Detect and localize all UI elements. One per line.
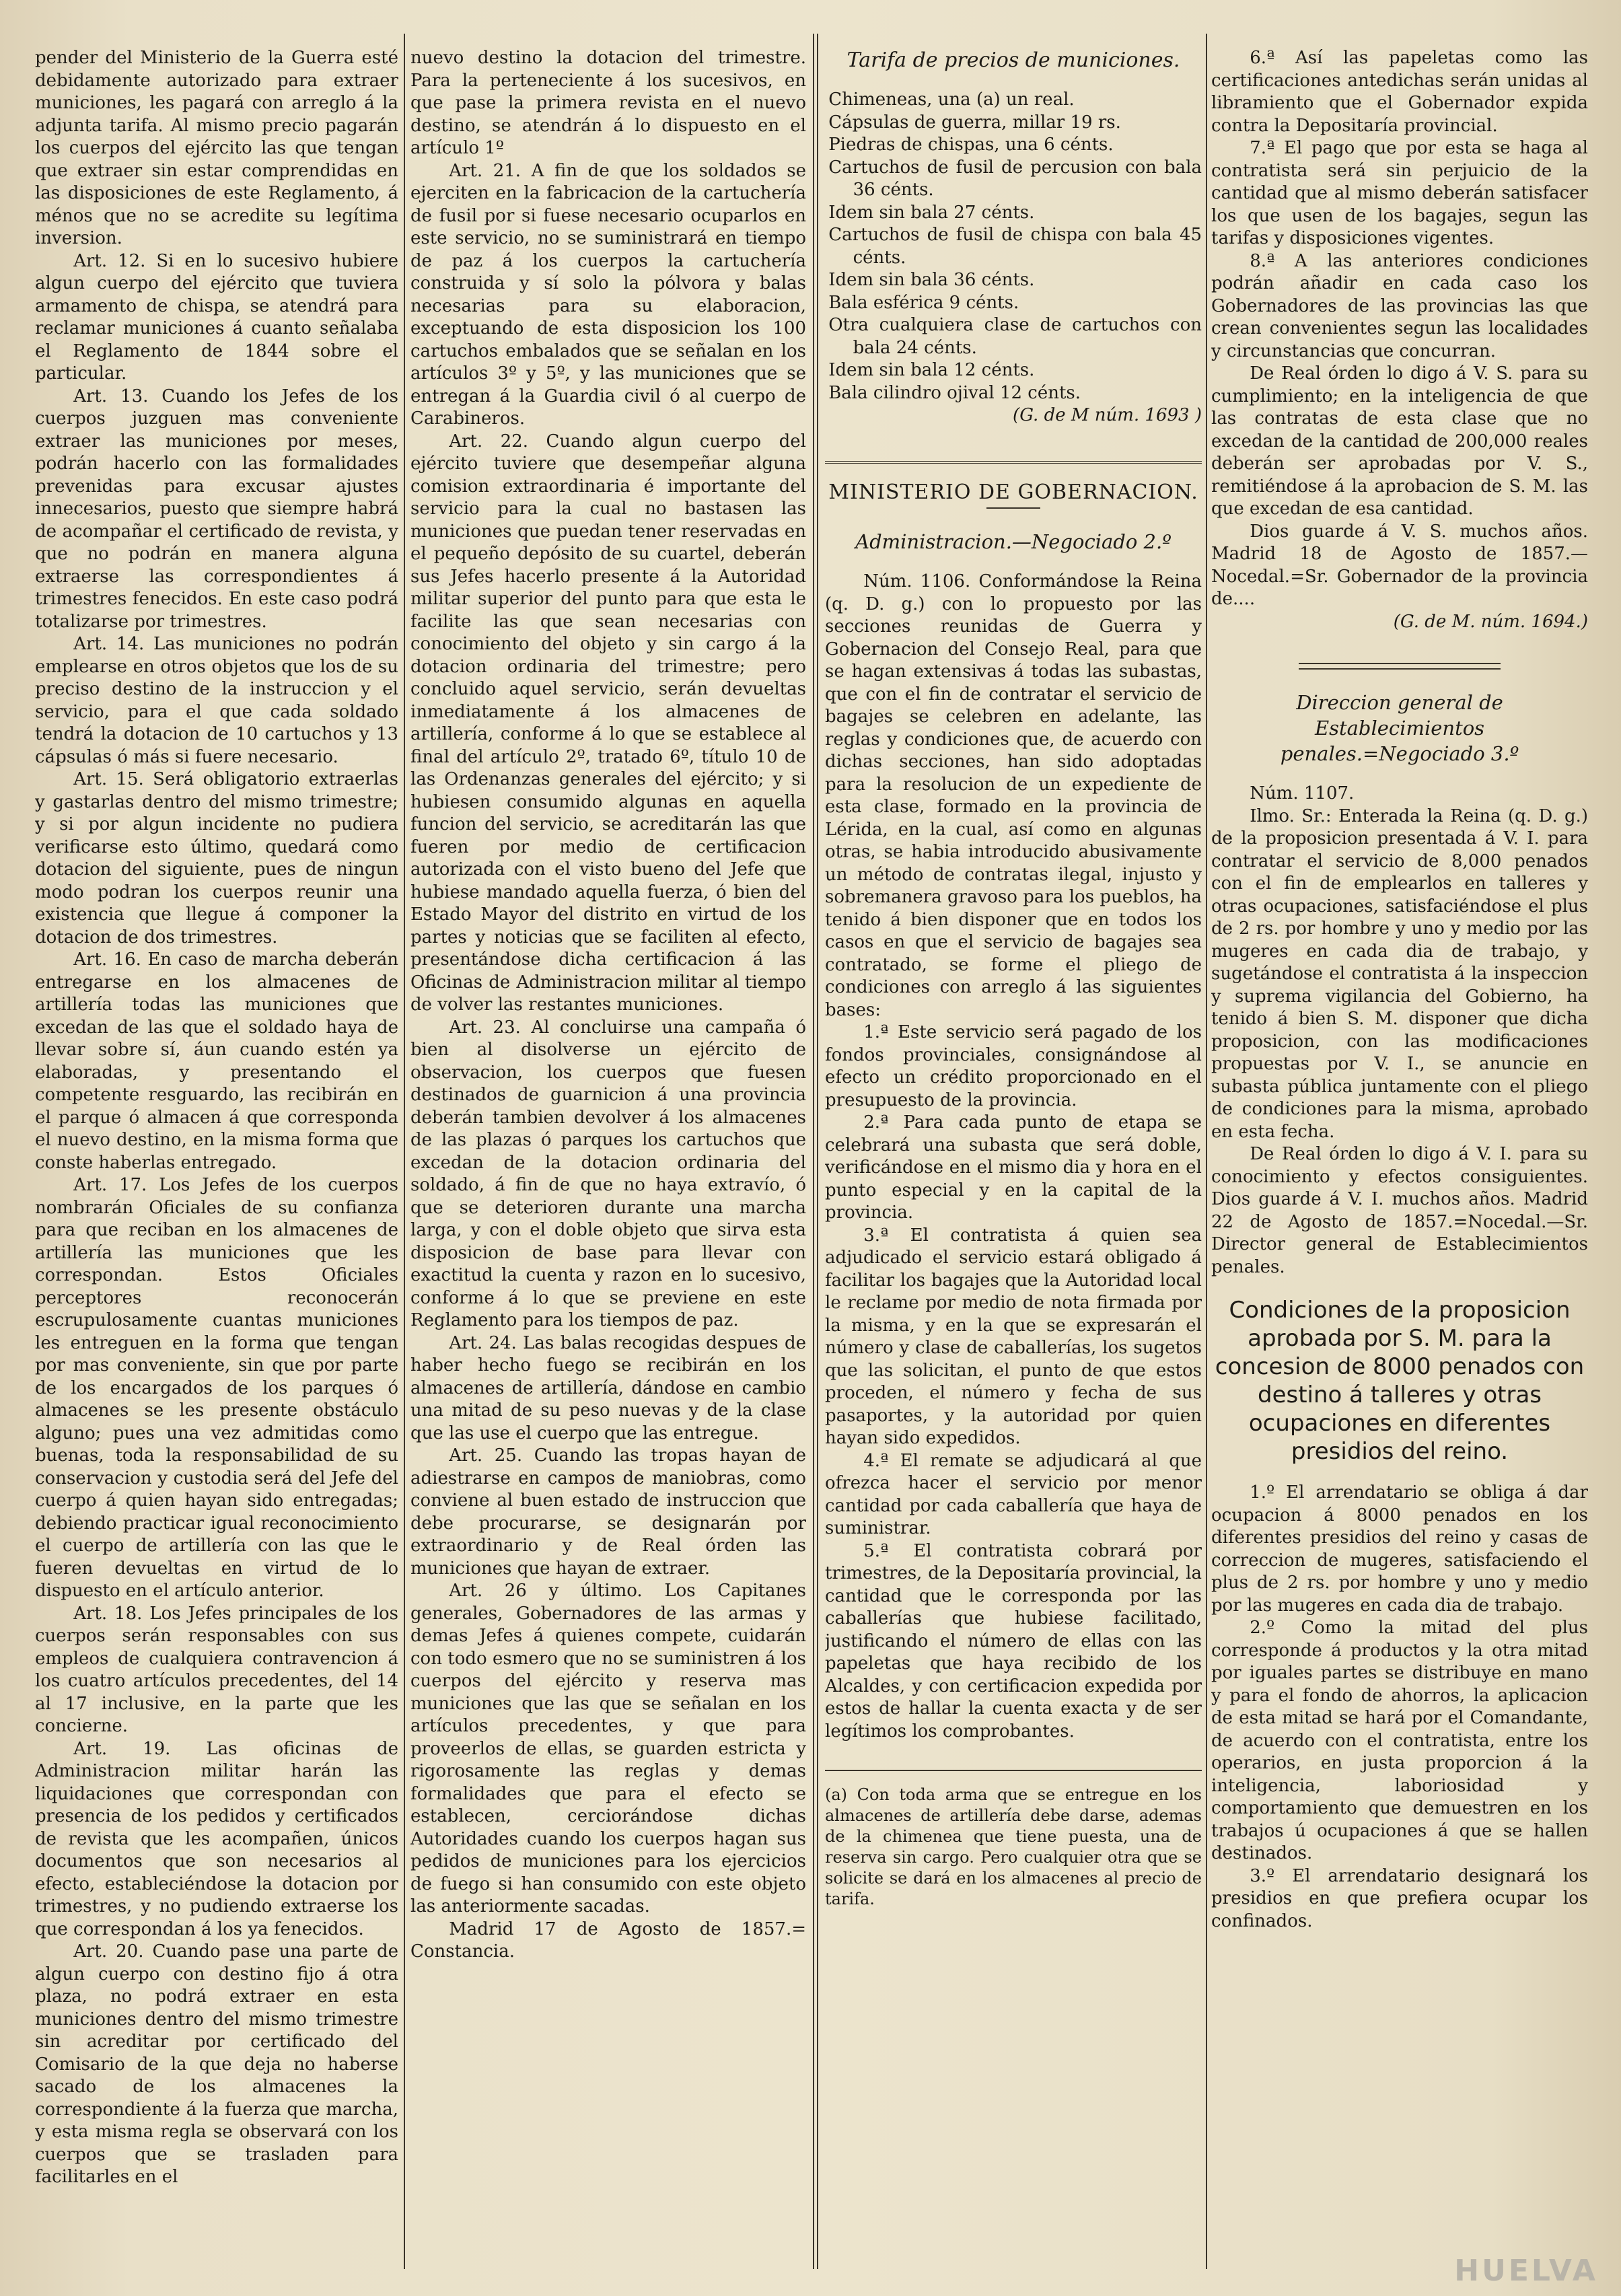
tarifa-item: Bala cilindro ojival 12 cénts. [828, 382, 1081, 403]
tarifa-item: Cartuchos de fusil de percusion con bala 36 cénts. [828, 157, 1202, 200]
paragraph: 1.º El arrendatario se obliga á dar ocupacion á 8000 penados en los diferentes presidios del reino y casas de correccion de mugeres, satisfaciendo el plus de 2 rs. por hombre y uno y medio por las mugeres en cada dia de trabajo. [1211, 1482, 1588, 1616]
signature: Madrid 17 de Agosto de 1857.= Constancia. [410, 1918, 806, 1962]
divider [986, 507, 1040, 509]
paragraph: 2.ª Para cada punto de etapa se celebrará una subasta que será doble, verificándose en el mismo dia y hora en el punto especial y en la capital de la provincia. [825, 1112, 1202, 1223]
paragraph: Núm. 1107. [1250, 783, 1355, 803]
tarifa-item: Idem sin bala 27 cénts. [828, 202, 1035, 223]
paragraph: 1.ª Este servicio será pagado de los fondos provinciales, consignándose al efecto un crédito proporcionado en el presupuesto de la provincia. [825, 1022, 1202, 1110]
tarifa-title: Tarifa de precios de municiones. [846, 48, 1180, 72]
column-rule [404, 34, 405, 2269]
column-2 [410, 47, 806, 2256]
paragraph: Art. 25. Cuando las tropas hayan de adiestrarse en campos de maniobras, como conviene al buen estado de instruccion que debe procurarse, se designarán por extraordinario y de Real órden las municiones que hayan de extraer. [410, 1445, 806, 1579]
paragraph: 3.ª El contratista á quien sea adjudicado el servicio estará obligado á facilitar los bagajes que la Autoridad local le reclame por medio de nota firmada por la misma, y en la que se expresarán el número y clase de caballerías, los sugetos que las solicitan, el punto de que estos proceden, el número y fecha de sus pasaportes, y la autoridad por quien hayan sido expedidos. [825, 1225, 1202, 1448]
tarifa-reference: (G. de M núm. 1693 ) [1013, 405, 1202, 425]
paragraph: Dios guarde á V. S. muchos años. Madrid 18 de Agosto de 1857.— Nocedal.=Sr. Gobernador de la provincia de.... [1211, 521, 1588, 609]
tarifa-item: Cápsulas de guerra, millar 19 rs. [828, 112, 1121, 133]
paragraph: Art. 23. Al concluirse una campaña ó bien al disolverse un ejército de observacion, los cuerpos que fuesen destinados de guarnicion á una provincia deberán tambien devolver á los almacenes de las plazas ó parques los cartuchos que excedan de la dotacion ordinaria del soldado, á fin de que no haya extravío, ó que se deterioren durante una marcha larga, y con el doble objeto que sirva esta disposicion de base para llevar con exactitud la cuenta y razon en lo sucesivo, conforme á lo que se previene en este Reglamento para los tiempos de paz. [410, 1017, 806, 1330]
paragraph: Art. 16. En caso de marcha deberán entregarse en los almacenes de artillería todas las municiones que excedan de las que el soldado haya de llevar sobre sí, áun cuando estén ya elaboradas, y presentando el competente resguardo, las recibirán en el parque ó almacen á que corresponda el nuevo destino, en la misma forma que conste haberlas entregado. [35, 949, 398, 1173]
tarifa-item: Idem sin bala 36 cénts. [828, 270, 1035, 290]
tarifa-item: Cartuchos de fusil de chispa con bala 45 cénts. [828, 225, 1202, 268]
paragraph: 7.ª El pago que por esta se haga al contratista será sin perjuicio de la cantidad que al mismo deberán satisfacer los que usen de los bagajes, segun las tarifas y disposiciones vigentes. [1211, 138, 1588, 248]
paragraph: Art. 19. Las oficinas de Administracion militar harán las liquidaciones que correspondan con presencia de los pedidos y certificados de revista que les acompañen, únicos documentos que son necesarios al efecto, estableciéndose la dotacion por trimestres, y no pudiendo extraerse los que correspondan á los ya fenecidos. [35, 1738, 398, 1939]
paragraph: Art. 24. Las balas recogidas despues de haber hecho fuego se recibirán en los almacenes de artillería, dándose en cambio una mitad de su peso nuevas y de la clase que las use el cuerpo que las entregue. [410, 1332, 806, 1443]
paragraph: 5.ª El contratista cobrará por trimestres, de la Depositaría provincial, la cantidad que le corresponda por las caballerías que hubiese facilitado, justificando el número de ellas con las papeletas que haya recibido de los Alcaldes, y con certificacion expedida por estos de hallar la cuenta exacta y de ser legítimos los comprobantes. [825, 1540, 1202, 1742]
divider [1299, 663, 1501, 670]
paragraph: Art. 20. Cuando pase una parte de algun cuerpo con destino fijo á otra plaza, no podrá extraer en esta municiones dentro del mismo trimestre sin acreditar por certificado del Comisario de la que deja no haberse sacado de los almacenes la correspondiente á la fuerza que marcha, y esta misma regla se observará con los cuerpos que se trasladen para facilitarles en el [35, 1941, 398, 2187]
section-title: Direccion general de Establecimientos penales.=Negociado 3.º [1280, 691, 1519, 765]
column-4 [1211, 47, 1588, 2256]
paragraph: Art. 12. Si en lo sucesivo hubiere algun cuerpo del ejército que tuviera armamento de chispa, se atendrá para reclamar municiones á cuanto señalaba el Reglamento de 1844 sobre el particular. [35, 250, 398, 384]
paragraph: Art. 22. Cuando algun cuerpo del ejército tuviere que desempeñar alguna comision extraordinaria é importante del servicio para la cual no bastasen las municiones que puedan tener reservadas en el pequeño depósito de su cuartel, deberán sus Jefes hacerlo presente á la Autoridad militar superior del punto para que esta le facilite las que sean necesarias con conocimiento del objeto y sin cargo á la dotacion ordinaria del trimestre; pero concluido aquel servicio, serán devueltas inmediatamente á los almacenes de artillería, conforme á lo que se establece al final del artículo 2º, tratado 6º, título 10 de las Ordenanzas generales del ejército; y si hubiesen consumido algunas en aquella funcion del servicio, se acreditarán las que fueren por medio de certificacion autorizada con el visto bueno del Jefe que hubiese mandado aquella fuerza, ó bien del Estado Mayor del distrito en virtud de los partes y noticias que se faciliten al efecto, presentándose dicha certificacion á las Oficinas de Administracion militar al tiempo de volver las restantes municiones. [410, 431, 806, 1015]
paragraph: Núm. 1106. Conformándose la Reina (q. D. g.) con lo propuesto por las secciones reunidas de Guerra y Gobernacion del Consejo Real, para que se hagan extensivas á todas las subastas, que con el fin de contratar el servicio de bagajes se celebren en adelante, las reglas y condiciones que, de acuerdo con dichas secciones, han sido adoptadas para la resolucion de un expediente de esta clase, formado en la provincia de Lérida, en la cual, así como en algunas otras, se habia introducido abusivamente un método de contratas ilegal, injusto y sobremanera gravoso para los pueblos, ha tenido á bien disponer que en todos los casos en que el servicio de bagajes sea contratado, se forme el pliego de condiciones con arreglo á las siguientes bases: [825, 571, 1202, 1020]
column-rule-double [813, 34, 814, 2269]
ministry-title: MINISTERIO DE GOBERNACION. [825, 461, 1202, 504]
paragraph: Art. 14. Las municiones no podrán emplearse en otros objetos que los de su preciso destino de la instruccion y el servicio, para el que cada soldado tendrá la dotacion de 10 cartuchos y 13 cápsulas ó más si fuere necesario. [35, 634, 398, 767]
tarifa-item: Chimeneas, una (a) un real. [828, 89, 1075, 110]
paragraph: Art. 13. Cuando los Jefes de los cuerpos juzguen mas conveniente extraer las municiones por meses, podrán hacerlo con las formalidades prevenidas para excusar ajustes innecesarios, puesto que siempre habrá de acompañar el certificado de revista, y que no podrán en manera alguna extraerse las correspondientes á trimestres fenecidos. En este caso podrá totalizarse por trimestres. [35, 386, 398, 632]
conditions-heading: Condiciones de la proposicion aprobada por S. M. para la concesion de 8000 penados con destino á talleres y otras ocupaciones en diferentes presidios del reino. [1215, 1297, 1585, 1465]
column-1 [35, 47, 398, 2256]
column-rule [1206, 34, 1207, 2269]
paragraph: Art. 15. Será obligatorio extraerlas y gastarlas dentro del mismo trimestre; y si por algun incidente no pudiera verificarse esto último, quedará como dotacion del siguiente, pues de ningun modo podran los cuerpos reunir una existencia que llegue á componer la dotacion de dos trimestres. [35, 769, 398, 947]
paragraph: Art. 17. Los Jefes de los cuerpos nombrarán Oficiales de su confianza para que reciban en los almacenes de artillería las municiones que les correspondan. Estos Oficiales perceptores reconocerán escrupulosamente cuantas municiones les entreguen en la forma que tengan por mas conveniente, sin que por parte de los encargados de los parques ó almacenes se les presente obstáculo alguno; pues una vez admitidas como buenas, toda la responsabilidad de su conservacion y custodia será del Jefe del cuerpo á quien hayan sido entregadas; debiendo practicar igual reconocimiento el cuerpo de artillería con las que le fueren devueltas en virtud de lo dispuesto en el artículo anterior. [35, 1175, 398, 1601]
column-3 [825, 47, 1202, 2256]
paragraph: Art. 26 y último. Los Capitanes generales, Gobernadores de las armas y demas Jefes á quienes compete, cuidarán con todo esmero que no se suministren á los cuerpos del ejército y reserva mas municiones que las que se señalan en los artículos precedentes, y que para proveerlos de ellas, se guarden estricta y rigorosamente las reglas y demas formalidades que para el efecto se establecen, cerciorándose dichas Autoridades cuando los cuerpos hagan sus pedidos de municiones para los ejercicios de fuego si han consumido con este objeto las anteriormente sacadas. [410, 1581, 806, 1916]
tarifa-item: Bala esférica 9 cénts. [828, 292, 1019, 313]
tarifa-list [825, 89, 1202, 404]
paragraph: 2.º Como la mitad del plus corresponde á productos y la otra mitad por iguales partes se distribuye en mano y para el fondo de ahorros, la aplicacion de esta mitad se hará por el Comandante, de acuerdo con el contratista, entre los operarios, en justa proporcion á la inteligencia, laboriosidad y comportamiento que demuestren en los trabajos ú ocupaciones á que se hallen destinados. [1211, 1618, 1588, 1863]
section-title: Administracion.—Negociado 2.º [855, 530, 1172, 553]
paragraph: 6.ª Así las papeletas como las certificaciones antedichas serán unidas al libramiento que el Gobernador expida contra la Depositaría provincial. [1211, 48, 1588, 136]
archive-stamp: HUELVA [1454, 2254, 1598, 2288]
tarifa-item: Piedras de chispas, una 6 cénts. [828, 135, 1114, 155]
paragraph: 4.ª El remate se adjudicará al que ofrezca hacer el servicio por menor cantidad por cada caballería que haya de suministrar. [825, 1450, 1202, 1538]
paragraph: De Real órden lo digo á V. S. para su cumplimiento; en la inteligencia de que las contratas de esta clase que no excedan de la cantidad de 200,000 reales deberán ser aprobadas por V. S., remitiéndose á la aprobacion de S. M. las que excedan de esa cantidad. [1211, 363, 1588, 519]
footnote: (a) Con toda arma que se entregue en los almacenes de artillería debe darse, ademas de la chimenea que tiene puesta, una de reserva sin cargo. Pero cualquier otra que se solicite se dará en los almacenes al precio de tarifa. [825, 1770, 1202, 1910]
paragraph: Art. 21. A fin de que los soldados se ejerciten en la fabricacion de la cartuchería de fusil por si fuese necesario ocuparlos en este servicio, no se suministrará en tiempo de paz á los cuerpos la cartuchería construida y sí solo la pólvora y balas necesarias para su elaboracion, exceptuando de esta disposicion los 100 cartuchos embalados que se señalan en los artículos 3º y 5º, y las municiones que se entregan á la Guardia civil ó al cuerpo de Carabineros. [410, 160, 806, 429]
tarifa-item: Idem sin bala 12 cénts. [828, 360, 1035, 380]
paragraph: pender del Ministerio de la Guerra esté debidamente autorizado para extraer municiones, les pagará con arreglo á la adjunta tarifa. Al mismo precio pagarán los cuerpos del ejército las que tengan que extraer sin estar comprendidas en las disposiciones de este Reglamento, á ménos que no se acredite su legítima inversion. [35, 48, 398, 248]
paragraph: 8.ª A las anteriores condiciones podrán añadir en cada caso los Gobernadores de las provincias las que crean convenientes segun las localidades y circunstancias que concurran. [1211, 250, 1588, 361]
paragraph: Art. 18. Los Jefes principales de los cuerpos serán responsables con sus empleos de cualquiera contravencion á los cuatro artículos precedentes, del 14 al 17 inclusive, en la parte que les concierne. [35, 1603, 398, 1736]
paragraph: nuevo destino la dotacion del trimestre. Para la perteneciente á los sucesivos, en que pase la primera revista en el nuevo destino, se atendrán á lo dispuesto en el artículo 1º [410, 48, 806, 158]
paragraph: 3.º El arrendatario designará los presidios en que prefiera ocupar los confinados. [1211, 1865, 1588, 1931]
reference: (G. de M. núm. 1694.) [1393, 611, 1588, 632]
paragraph: Ilmo. Sr.: Enterada la Reina (q. D. g.) de la proposicion presentada á V. I. para contratar el servicio de 8,000 penados con el fin de emplearlos en talleres y otras ocupaciones, satisfaciéndose el plus de 2 rs. por hombre y uno y medio por las mugeres en cada dia de trabajo, y sugetándose el contratista á la inspeccion y suprema vigilancia del Gobierno, ha tenido á bien S. M. disponer que dicha proposicion, con las modificaciones propuestas por V. I., se anuncie en subasta pública juntamente con el pliego de condiciones para la misma, aprobado en esta fecha. [1211, 805, 1588, 1142]
tarifa-item: Otra cualquiera clase de cartuchos con bala 24 cénts. [828, 315, 1202, 358]
paragraph: De Real órden lo digo á V. I. para su conocimiento y efectos consiguientes. Dios guarde á V. I. muchos años. Madrid 22 de Agosto de 1857.=Nocedal.—Sr. Director general de Establecimientos penales. [1211, 1144, 1588, 1277]
